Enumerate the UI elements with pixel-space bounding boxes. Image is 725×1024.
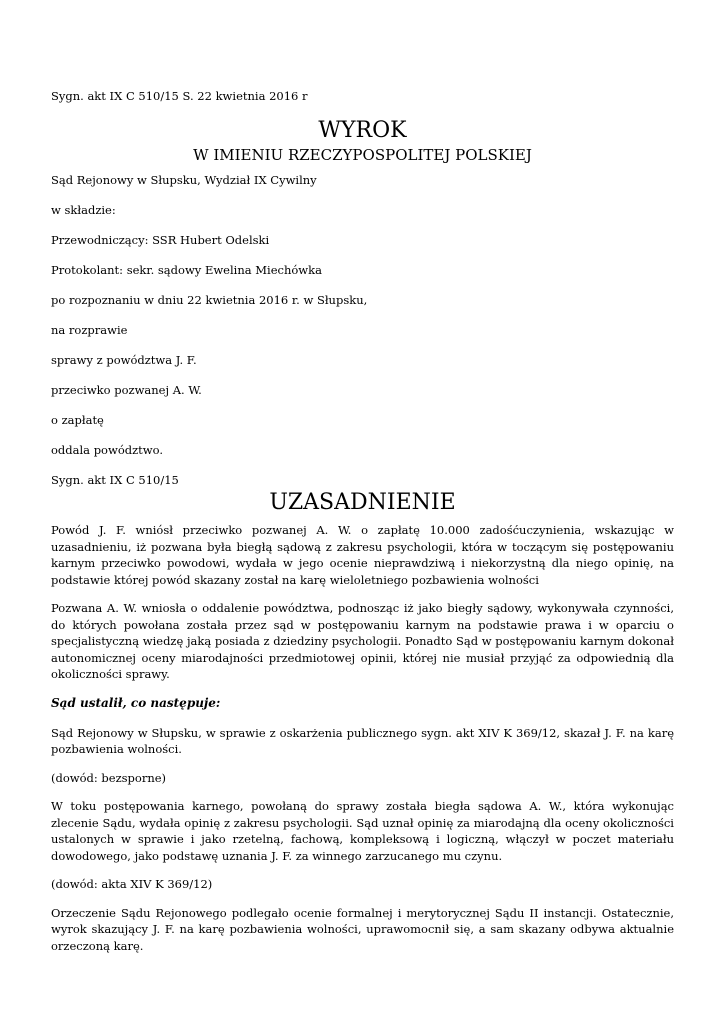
hearing-type: na rozprawie (51, 323, 128, 337)
verdict-subtitle: W IMIENIU RZECZYPOSPOLITEJ POLSKIEJ (193, 146, 532, 164)
finding-paragraph: Orzeczenie Sądu Rejonowego podlegało ocenie formalnej i merytorycznej Sądu II instancji. Ostatecznie, wyrok skazujący J. F. na karę pozbawienia wolności, uprawomocnił się, a sam skazany odbywa aktualnie orzeczoną karę. (51, 905, 674, 953)
plaintiff-line: sprawy z powództwa J. F. (51, 353, 197, 367)
court-name: Sąd Rejonowy w Słupsku, Wydział IX Cywilny (51, 173, 317, 187)
hearing-date: po rozpoznaniu w dniu 22 kwietnia 2016 r. w Słupsku, (51, 293, 368, 307)
justification-paragraph: Pozwana A. W. wniosła o oddalenie powództwa, podnosząc iż jako biegły sądowy, wykonywała czynności, do których powołana została przez sąd w postępowaniu karnym na podstawie prawa i w oparciu o specjalistyczną wiedzę jaką posiada z dziedziny psychologii. Ponadto Sąd w postępowaniu karnym dokonał autonomicznej oceny miarodajności przedmiotowej opinii, której nie musiał przyjąć za odpowiednią dla okoliczności sprawy. (51, 601, 674, 681)
presiding-judge: Przewodniczący: SSR Hubert Odelski (51, 233, 270, 247)
justification-title: UZASADNIENIE (269, 490, 456, 515)
findings-heading: Sąd ustalił, co następuje: (51, 695, 221, 710)
finding-paragraph: W toku postępowania karnego, powołaną do sprawy została biegła sądowa A. W., która wykonując zlecenie Sądu, wydała opinię z zakresu psychologii. Sąd uznał opinię za miarodajną dla oceny okoliczności ustalonych w sprawie i jako rzetelną, fachową, kompleksową i logiczną, włączył w poczet materiału dowodowego, jako podstawę uznania J. F. za winnego zarzucanego mu czynu. (51, 799, 674, 863)
document-page (51, 88, 674, 966)
evidence-note: (dowód: bezsporne) (51, 770, 167, 785)
verdict-decision: oddala powództwo. (51, 443, 164, 457)
justification-paragraph: Powód J. F. wniósł przeciwko pozwanej A. W. o zapłatę 10.000 zadośćuczynienia, wskazując w uzasadnieniu, iż pozwana była biegłą sądową z zakresu psychologii, która w toczącym się postępowaniu karnym przeciwko powodowi, wydała w jego ocenie nieprawdziwą i niekorzystną dla niego opinię, na podstawie której powód skazany został na karę wieloletniego pozbawienia wolności (51, 523, 674, 587)
claim-subject: o zapłatę (51, 413, 104, 427)
finding-paragraph: Sąd Rejonowy w Słupsku, w sprawie z oskarżenia publicznego sygn. akt XIV K 369/12, skazał J. F. na karę pozbawienia wolności. (51, 725, 674, 756)
defendant-line: przeciwko pozwanej A. W. (51, 383, 202, 397)
case-signature-date: Sygn. akt IX C 510/15 S. 22 kwietnia 2016 r (51, 89, 308, 103)
court-clerk: Protokolant: sekr. sądowy Ewelina Miechówka (51, 263, 322, 277)
composition-label: w składzie: (51, 203, 116, 217)
evidence-note: (dowód: akta XIV K 369/12) (51, 877, 213, 891)
verdict-title: WYROK (318, 118, 407, 143)
justification-signature: Sygn. akt IX C 510/15 (51, 473, 179, 487)
